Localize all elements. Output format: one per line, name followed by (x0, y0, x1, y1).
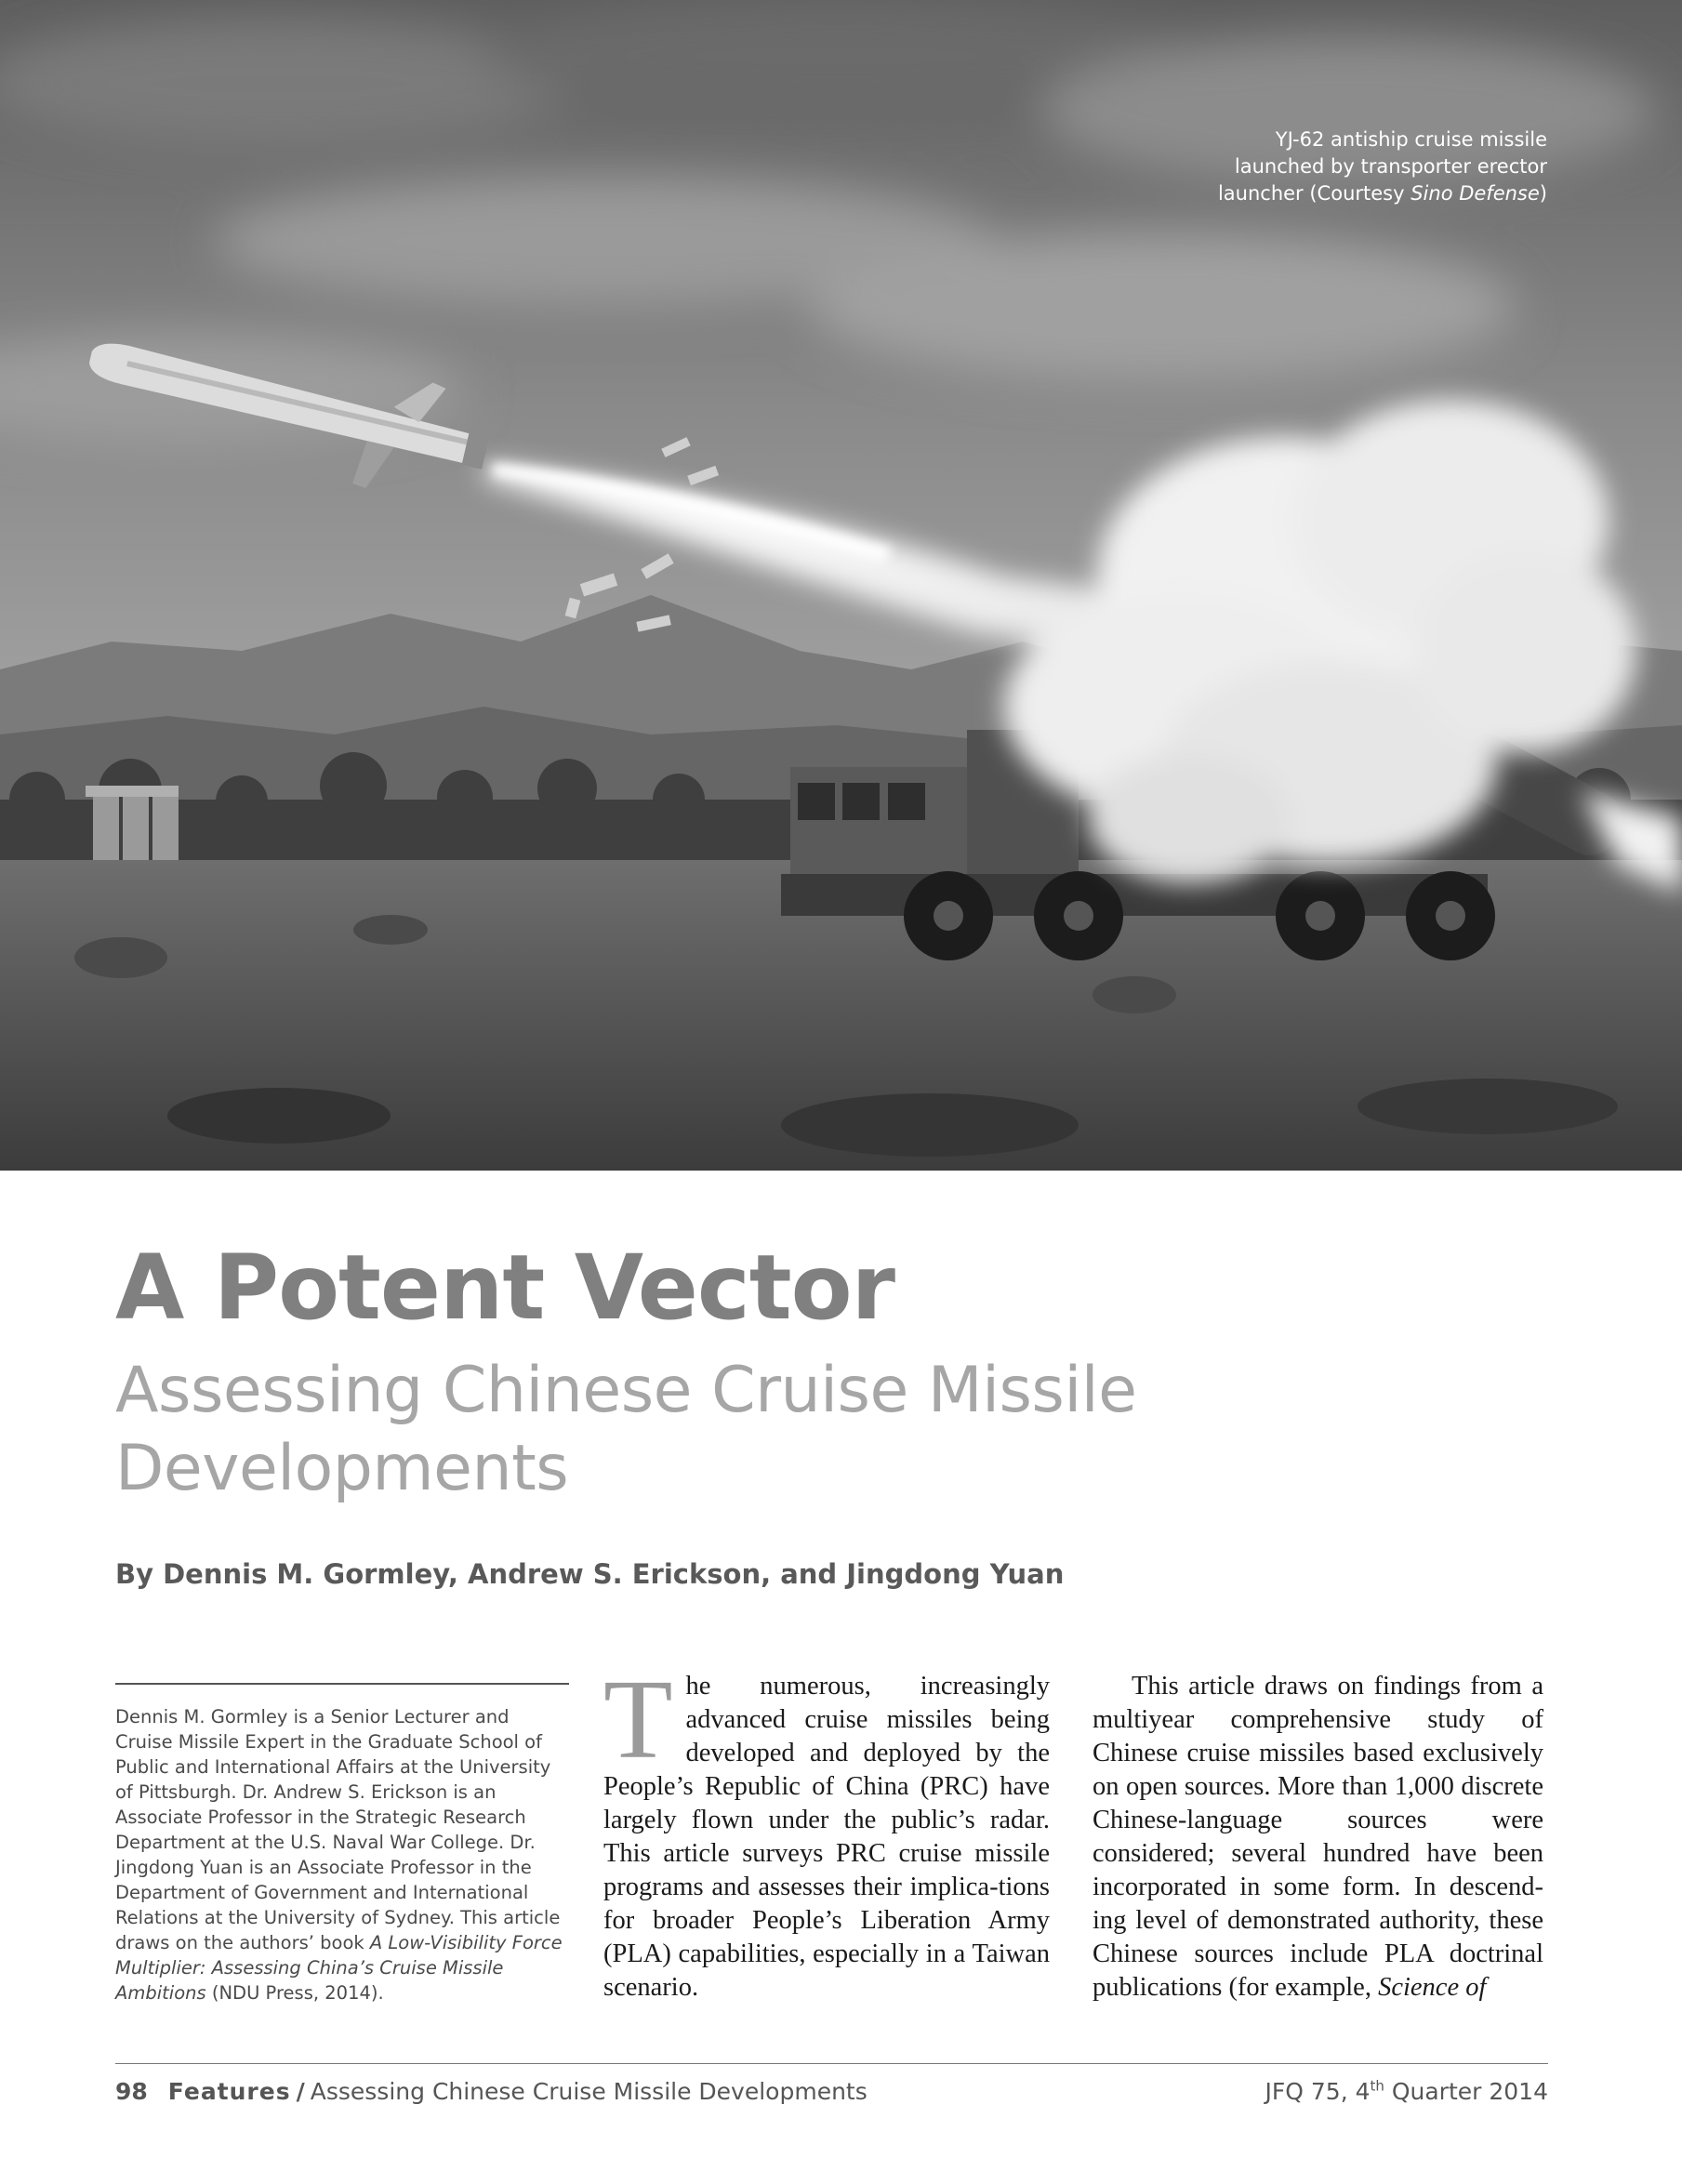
page-footer (115, 2075, 1548, 2109)
article-byline: By Dennis M. Gormley, Andrew S. Erickson, and Jingdong Yuan (115, 1558, 1065, 1590)
journal-issue-superscript: th (1370, 2077, 1384, 2095)
running-title: Assessing Chinese Cruise Missile Developments (310, 2078, 867, 2105)
photo-caption (1157, 126, 1547, 207)
footer-separator: / (296, 2078, 305, 2105)
body-column-1 (603, 1657, 1050, 2005)
bio-book-title: A Low-Visibility Force Multiplier: Assessing China’s Cruise Missile Ambitions (115, 1932, 563, 2004)
caption-text: launcher (Courtesy (1217, 182, 1411, 205)
author-bio (115, 1704, 571, 2005)
section-label: Features (167, 2078, 291, 2105)
drop-cap: T (603, 1657, 673, 1782)
bio-text-end: (NDU Press, 2014). (205, 1982, 384, 2004)
article-subtitle: Assessing Chinese Cruise Missile Developments (115, 1354, 1137, 1505)
body-text: he numerous, increasingly advanced cruise missiles being developed and deployed by the People’s Republic of China (PRC) have largely flown under the public’s radar. This article surveys PRC cruise missile programs and assesses their implica-tions for broader People’s Liberation Army (PLA) capabilities, especially in a Taiwan scenario. (603, 1672, 1050, 2002)
caption-line: YJ-62 antiship cruise missile (1275, 128, 1547, 151)
silos (86, 786, 179, 865)
caption-line: launched by transporter erector (1234, 155, 1547, 178)
body-text: This article draws on findings from a multiyear comprehensive study of Chinese cruise missiles based exclusively on open sources. More than 1,000 discrete Chinese-language sources were considered; several hundred have been incorporated in some form. In descend-ing level of demonstrated authority, these Chinese sources include PLA doctrinal publications (for example, (1093, 1672, 1543, 2002)
body-italic-text: Science of (1378, 1973, 1487, 2002)
journal-issue (1265, 2075, 1549, 2109)
footer-divider (115, 2063, 1548, 2064)
bio-divider (115, 1683, 569, 1685)
page-number: 98 (115, 2078, 148, 2105)
article-title: A Potent Vector (115, 1236, 894, 1340)
caption-credit: Sino Defense (1410, 182, 1540, 205)
bio-text: Dennis M. Gormley is a Senior Lecturer and Cruise Missile Expert in the Graduate School of Public and International Affairs at the University of Pittsburgh. Dr. Andrew S. Erickson is an Associate Professor in the Strategic Research Department at the U.S. Naval War College. Dr. Jingdong Yuan is an Associate Professor in the Department of Government and International Relations at the University of Sydney. This article draws on the authors’ book (115, 1706, 561, 1953)
caption-line (1157, 180, 1547, 207)
body-column-2 (1093, 1670, 1543, 2005)
journal-issue-text: Quarter 2014 (1384, 2078, 1548, 2105)
journal-issue-text: JFQ 75, 4 (1265, 2078, 1371, 2105)
caption-text: ) (1539, 182, 1547, 205)
